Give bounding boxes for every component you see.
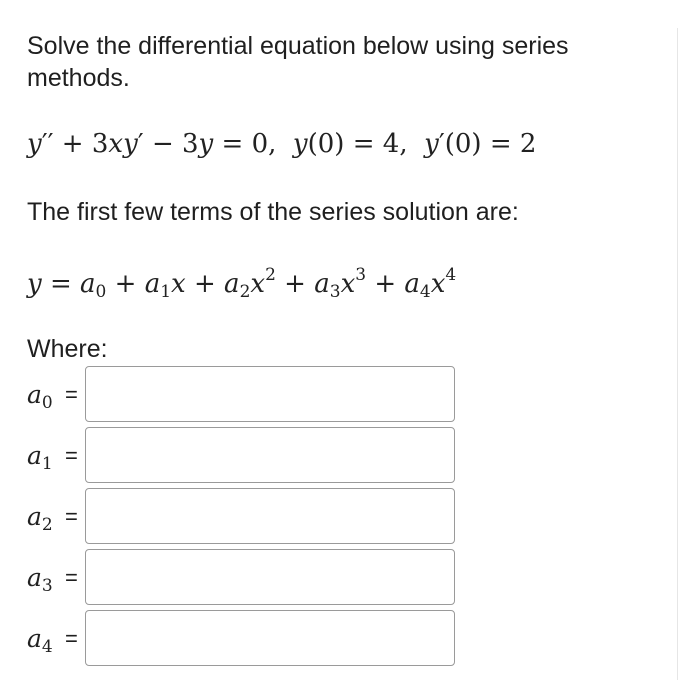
equals-sign: = — [65, 504, 78, 529]
coef-subscript: 4 — [41, 637, 53, 657]
series-term-3-sub: 3 — [329, 282, 341, 302]
ode-x: x — [108, 129, 124, 159]
coef-label-a2 — [27, 502, 53, 535]
series-plus-4: + — [374, 269, 397, 299]
ode-coef-3: 3 — [91, 129, 109, 159]
coef-letter: a — [27, 380, 42, 409]
coef-label-a0 — [27, 380, 53, 413]
ic2-argument: (0) — [444, 129, 482, 159]
ode-plus: + — [61, 129, 84, 159]
coef-subscript: 1 — [41, 454, 53, 474]
coef-letter: a — [27, 441, 42, 470]
ode-y-prime-var: y — [123, 129, 138, 159]
coef-letter: a — [27, 502, 42, 531]
series-term-2-pow: 2 — [265, 265, 276, 285]
answer-input-a0[interactable] — [85, 366, 455, 422]
differential-equation — [27, 124, 536, 164]
where-label: Where: — [27, 335, 108, 363]
page-edge-divider — [677, 28, 678, 680]
equals-sign: = — [65, 565, 78, 590]
answer-input-a1[interactable] — [85, 427, 455, 483]
series-term-3-var: x — [340, 269, 356, 299]
equals-sign: = — [65, 382, 78, 407]
series-equals: = — [49, 269, 72, 299]
ic1-value: 4, — [382, 129, 408, 159]
ode-double-prime: ′′ — [41, 129, 54, 159]
series-plus-3: + — [284, 269, 306, 299]
series-term-1-coef: a — [144, 269, 161, 299]
ode-prime: ′ — [137, 129, 144, 159]
series-heading: The first few terms of the series solution are: — [27, 198, 519, 226]
series-term-2-sub: 2 — [239, 282, 251, 302]
equals-sign: = — [65, 443, 78, 468]
coef-subscript: 3 — [41, 576, 53, 596]
answer-input-a3[interactable] — [85, 549, 455, 605]
series-term-4-var: x — [430, 269, 446, 299]
coef-letter: a — [27, 563, 42, 592]
coefficient-row-a0 — [27, 366, 457, 422]
coef-label-a4 — [27, 624, 53, 657]
ic1-equals: = — [352, 129, 375, 159]
series-equation — [27, 264, 456, 304]
series-term-2-coef: a — [224, 269, 240, 299]
coef-label-a3 — [27, 563, 53, 596]
ode-coef-3b: 3 — [182, 129, 199, 159]
ic1-argument: (0) — [307, 129, 345, 159]
series-term-1-var: x — [171, 269, 186, 299]
ic2-function: y — [424, 129, 439, 159]
series-term-0-coef: a — [80, 269, 96, 299]
answer-input-a4[interactable] — [85, 610, 455, 666]
series-lhs: y — [27, 269, 42, 299]
ode-zero: 0, — [251, 129, 277, 159]
series-term-4-coef: a — [404, 269, 420, 299]
series-plus-1: + — [114, 269, 137, 299]
series-term-4-pow: 4 — [445, 265, 457, 285]
ic2-prime: ′ — [438, 129, 445, 159]
ode-equals: = — [221, 129, 244, 159]
coefficient-row-a3 — [27, 549, 457, 605]
series-term-1-sub: 1 — [160, 282, 172, 302]
equals-sign: = — [65, 626, 78, 651]
coef-subscript: 0 — [41, 393, 53, 413]
coef-letter: a — [27, 624, 42, 653]
ode-y: y — [27, 129, 42, 159]
series-term-2-var: x — [250, 269, 266, 299]
answer-input-a2[interactable] — [85, 488, 455, 544]
ic2-equals: = — [489, 129, 512, 159]
series-term-4-sub: 4 — [419, 282, 431, 302]
series-term-3-pow: 3 — [355, 265, 367, 285]
ode-minus: − — [151, 129, 174, 159]
series-plus-2: + — [193, 269, 216, 299]
coefficient-row-a2 — [27, 488, 457, 544]
question-prompt: Solve the differential equation below using series methods. — [27, 32, 569, 92]
coef-subscript: 2 — [41, 515, 53, 535]
series-term-3-coef: a — [314, 269, 330, 299]
ic1-function: y — [292, 129, 308, 159]
coefficient-row-a4 — [27, 610, 457, 666]
series-term-0-sub: 0 — [95, 282, 107, 302]
coefficient-row-a1 — [27, 427, 457, 483]
ic2-value: 2 — [519, 129, 537, 159]
coef-label-a1 — [27, 441, 53, 474]
ode-y-var: y — [198, 129, 214, 159]
